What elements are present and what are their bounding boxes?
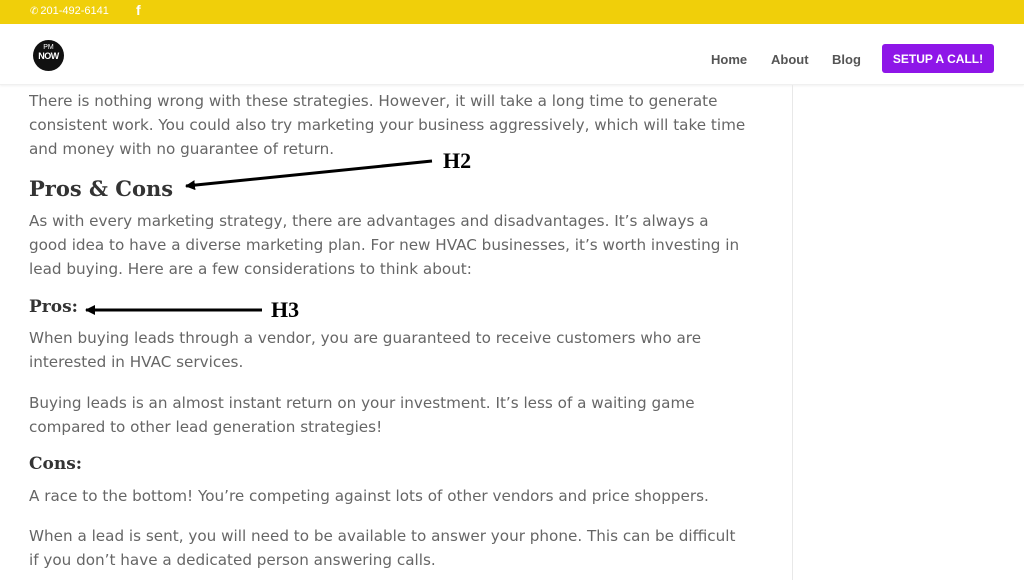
- setup-call-button[interactable]: SETUP A CALL!: [882, 44, 994, 73]
- facebook-icon[interactable]: f: [136, 2, 141, 18]
- h2-annotation-label: H2: [443, 148, 472, 173]
- pros-paragraph-1: When buying leads through a vendor, you are guaranteed to receive customers who are interested in HVAC services.: [29, 329, 702, 371]
- cons-paragraph-1: A race to the bottom! You’re competing against lots of other vendors and price shoppers.: [29, 487, 709, 505]
- intro-paragraph: There is nothing wrong with these strategies. However, it will take a long time to generate consistent work. You could also try marketing your business aggressively, which will take time and money with no guarantee of return.: [29, 92, 746, 158]
- nav-blog-link[interactable]: Blog: [832, 52, 861, 67]
- heading-cons: Cons:: [29, 454, 83, 474]
- nav-about-link[interactable]: About: [771, 52, 809, 67]
- nav-home-link[interactable]: Home: [711, 52, 748, 67]
- logo-text-bottom: NOW: [38, 51, 59, 61]
- cons-paragraph-2: When a lead is sent, you will need to be available to answer your phone. This can be difficult if you don’t have a dedicated person answering calls.: [29, 527, 736, 569]
- pros-cons-paragraph: As with every marketing strategy, there are advantages and disadvantages. It’s always a good idea to have a diverse marketing plan. For new HVAC businesses, it’s worth investing in lead buying. Here are a few considerations to think about:: [29, 212, 740, 278]
- heading-pros: Pros:: [29, 297, 78, 317]
- logo-text-top: PM: [43, 44, 54, 51]
- phone-icon: ✆: [30, 5, 39, 17]
- h2-arrow: [186, 161, 432, 186]
- phone-number: 201-492-6141: [40, 5, 109, 17]
- heading-pros-cons: Pros & Cons: [29, 176, 174, 201]
- pros-paragraph-2: Buying leads is an almost instant return on your investment. It’s less of a waiting game compared to other lead generation strategies!: [29, 394, 695, 436]
- h3-annotation-label: H3: [271, 297, 300, 322]
